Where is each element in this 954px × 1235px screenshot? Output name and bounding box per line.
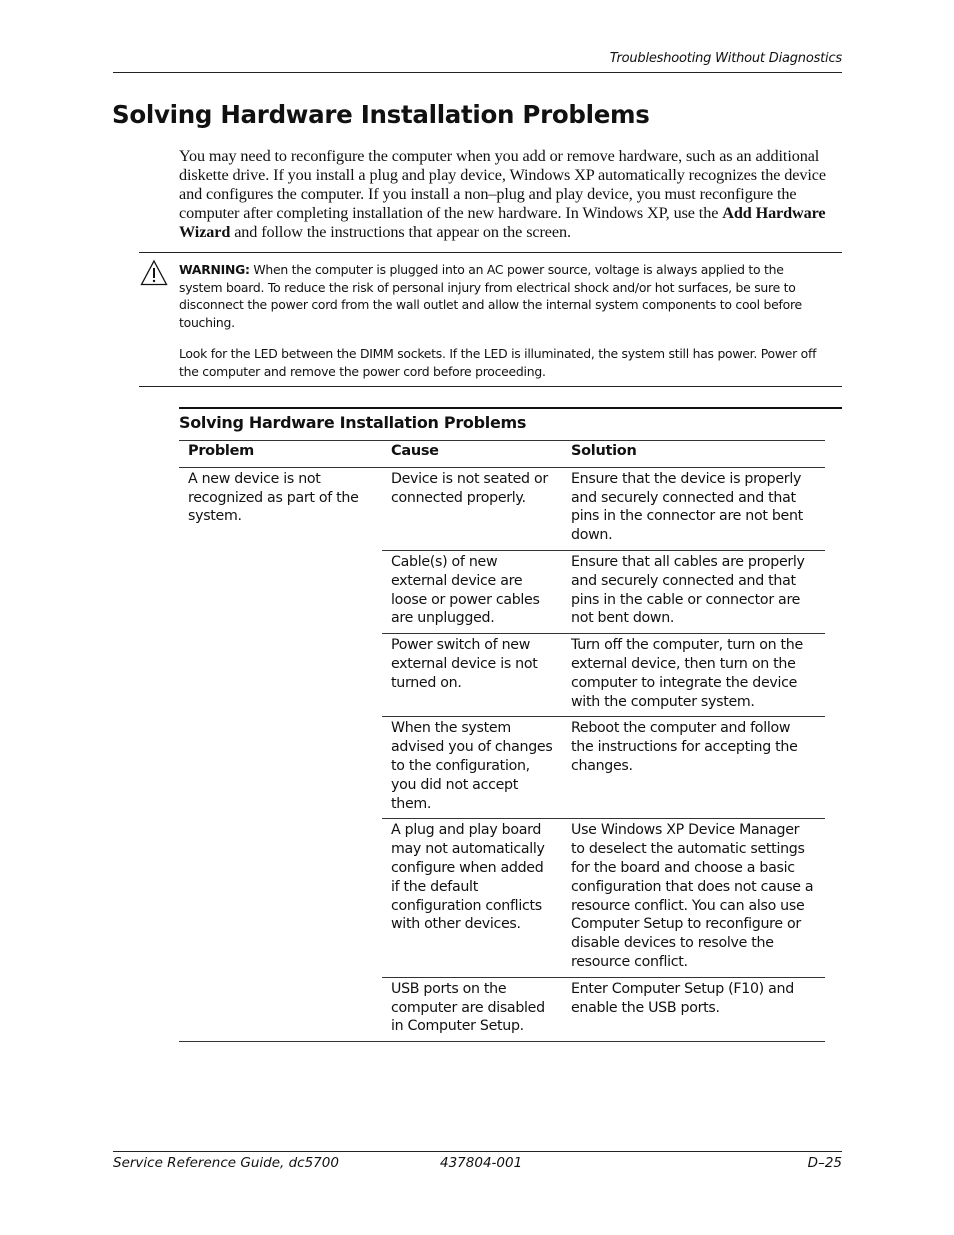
solution-cell: Use Windows XP Device Manager to deselect the automatic settings for the board and choose a basic configuration that does not cause a resource conflict. You can also use Computer Setup to reconfigure or disable devices to resolve the resource conflict. xyxy=(562,819,825,977)
warning-text xyxy=(179,261,819,331)
running-footer xyxy=(113,1151,842,1177)
warning-body: When the computer is plugged into an AC power source, voltage is always applied to the system board. To reduce the risk of personal injury from electrical shock and/or hot surfaces, be sure to disconnect the power cord from the wall outlet and allow the internal system components to cool before touching. xyxy=(179,262,802,330)
page-title: Solving Hardware Installation Problems xyxy=(112,100,650,129)
cause-cell: Cable(s) of new external device are loose or power cables are unplugged. xyxy=(382,550,562,633)
running-header-title: Troubleshooting Without Diagnostics xyxy=(609,51,842,66)
warning-note: Look for the LED between the DIMM sockets. If the LED is illuminated, the system still has power. Power off the computer and remove the power cord before proceeding. xyxy=(179,346,817,379)
intro-text-before: You may need to reconfigure the computer when you add or remove hardware, such as an additional diskette drive. If you install a plug and play device, Windows XP automatically recognizes the device and configures the computer. If you install a non–plug and play device, you must reconfigure the computer after completing installation of the new hardware. In Windows XP, use the xyxy=(179,147,826,222)
cause-cell: A plug and play board may not automatically configure when added if the default configuration conflicts with other devices. xyxy=(382,819,562,977)
table-row xyxy=(179,467,825,550)
solution-cell: Enter Computer Setup (F10) and enable the USB ports. xyxy=(562,977,825,1041)
intro-text-after: and follow the instructions that appear on the screen. xyxy=(230,223,571,241)
table-title: Solving Hardware Installation Problems xyxy=(179,413,527,432)
warning-triangle-icon xyxy=(140,259,168,287)
table-header-row xyxy=(179,441,825,468)
header-solution: Solution xyxy=(562,441,825,468)
table-title-bar xyxy=(179,407,842,440)
solution-cell: Ensure that all cables are properly and securely connected and that pins in the cable or connector are not bent down. xyxy=(562,550,825,633)
add-hardware-wizard-term: Add Hardware Wizard xyxy=(179,204,826,241)
footer-page-number: D–25 xyxy=(807,1155,842,1171)
cause-cell: Power switch of new external device is not turned on. xyxy=(382,634,562,717)
running-header xyxy=(113,50,842,73)
warning-label: WARNING: xyxy=(179,262,250,277)
problem-cell: A new device is not recognized as part of the system. xyxy=(179,467,382,1041)
solution-cell: Reboot the computer and follow the instructions for accepting the changes. xyxy=(562,717,825,819)
footer-guide-title: Service Reference Guide, dc5700 xyxy=(113,1155,339,1171)
troubleshooting-table xyxy=(179,440,825,1042)
cause-cell: Device is not seated or connected properly. xyxy=(382,467,562,550)
warning-box xyxy=(139,252,842,387)
header-cause: Cause xyxy=(382,441,562,468)
intro-paragraph xyxy=(179,147,844,242)
solution-cell: Turn off the computer, turn on the external device, then turn on the computer to integrate the device with the computer system. xyxy=(562,634,825,717)
cause-cell: When the system advised you of changes to the configuration, you did not accept them. xyxy=(382,717,562,819)
header-problem: Problem xyxy=(179,441,382,468)
cause-cell: USB ports on the computer are disabled in Computer Setup. xyxy=(382,977,562,1041)
footer-part-number: 437804-001 xyxy=(440,1155,523,1171)
troubleshooting-table-section xyxy=(179,407,842,1042)
solution-cell: Ensure that the device is properly and securely connected and that pins in the connector are not bent down. xyxy=(562,467,825,550)
